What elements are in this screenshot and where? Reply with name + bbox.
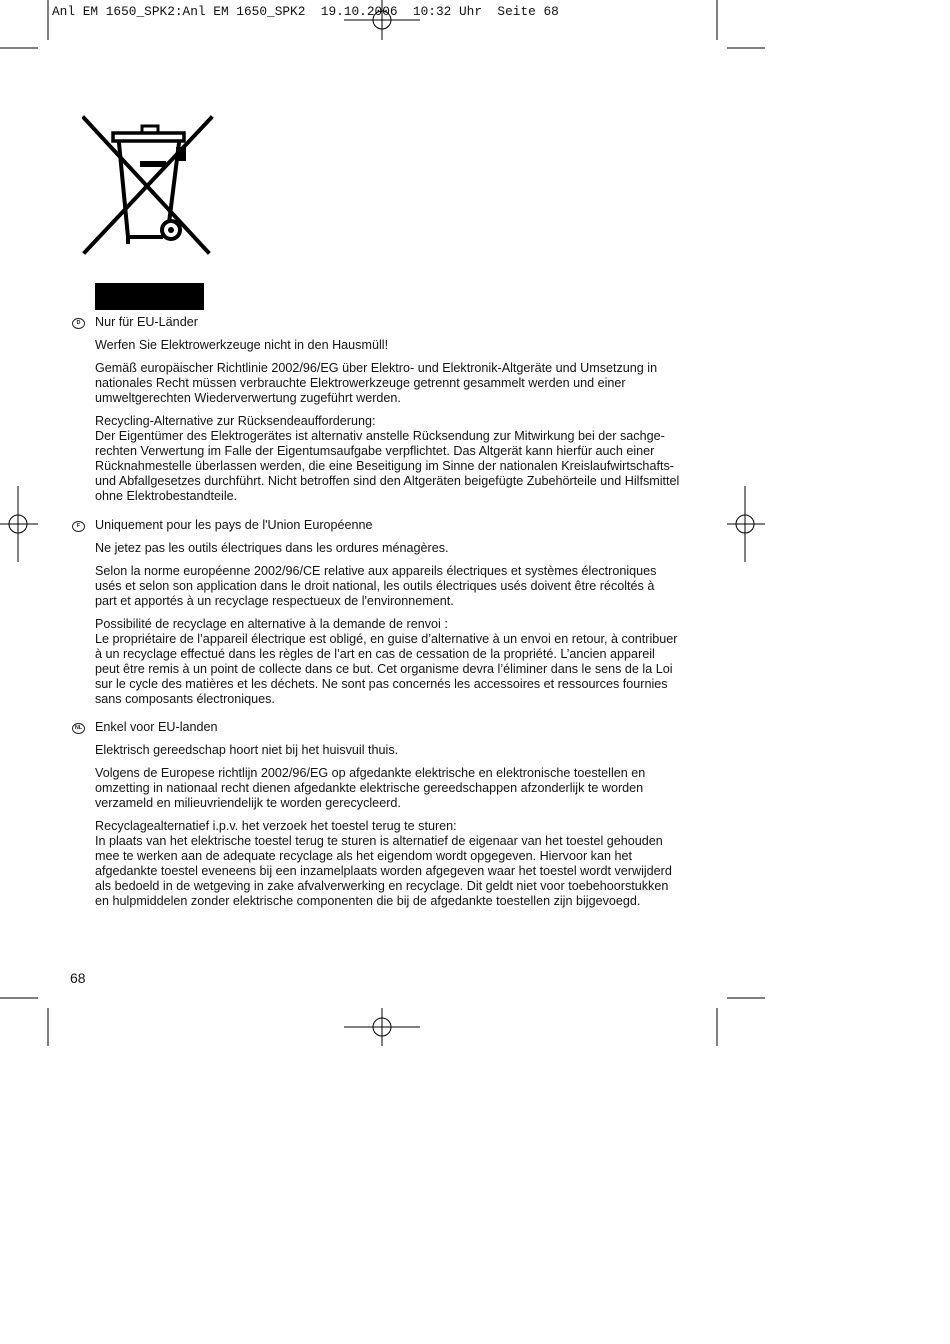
- text-line: usés et selon son application dans le droit national, les outils électriques usés doivent être récoltés à: [95, 579, 655, 593]
- paragraph: [95, 414, 735, 504]
- registration-mark-bottom: [344, 1008, 420, 1046]
- section-de: [76, 315, 735, 504]
- text-line: mee te werken aan de adequate recyclage als het eigendom wordt opgegeven. Hiervoor kan het: [95, 849, 632, 863]
- text-line: als bedoeld in de wetgeving in zake afvalverwerking en recyclage. Dit geldt niet voor toebehoorstukken: [95, 879, 669, 893]
- paragraph: [95, 766, 735, 811]
- bin-hinge: [176, 147, 186, 161]
- paragraph: [95, 338, 735, 353]
- page-number: 68: [70, 970, 86, 986]
- text-line: sur le cycle des matières et les déchets. Ne sont pas concernés les accessoires et ressources fournies: [95, 677, 668, 691]
- bin-wheel-hub: [168, 227, 174, 233]
- section-fr: [76, 518, 735, 707]
- section-heading: Nur für EU-Länder: [95, 315, 198, 329]
- text-line: nationales Recht müssen verbrauchte Elektrowerkzeuge getrennt gesammelt werden und einer: [95, 376, 626, 390]
- text-line: Recycling-Alternative zur Rücksendeaufforderung:: [95, 414, 376, 428]
- paragraph: [95, 819, 735, 909]
- registration-circle: [9, 515, 27, 533]
- text-line: Ne jetez pas les outils électriques dans les ordures ménagères.: [95, 541, 449, 555]
- text-line: en hulpmiddelen zonder elektrische componenten die bij de afgedankte toestellen zijn bijgevoegd.: [95, 894, 641, 908]
- section-heading: Uniquement pour les pays de l'Union Européenne: [95, 518, 373, 532]
- text-line: In plaats van het elektrische toestel terug te sturen is alternatief de eigenaar van het toestel gehouden: [95, 834, 663, 848]
- bin-bar: [140, 161, 166, 167]
- paragraph: [95, 743, 735, 758]
- section-nl: [74, 720, 735, 909]
- text-line: und Abfallgesetzes durchführt. Nicht betroffen sind den Altgeräten beigefügte Zubehörteile und Hilfsmittel: [95, 474, 680, 488]
- text-line: Possibilité de recyclage en alternative à la demande de renvoi :: [95, 617, 448, 631]
- text-line: rechten Verwertung im Falle der Eigentumsaufgabe verpflichtet. Das Altgerät kann hierfür auch einer: [95, 444, 655, 458]
- bin-lid: [113, 133, 184, 141]
- language-marker-nl: NL: [72, 723, 85, 734]
- crossed-out-wheelie-bin-icon: [82, 115, 214, 255]
- language-marker-de: D: [72, 318, 85, 329]
- text-line: Le propriétaire de l’appareil électrique est obligé, en guise d’alternative à un envoi en retour, à contribuer: [95, 632, 678, 646]
- paragraph: [95, 617, 735, 707]
- print-slug-line: Anl EM 1650_SPK2:Anl EM 1650_SPK2 19.10.2006 10:32 Uhr Seite 68: [52, 4, 559, 19]
- text-line: Elektrisch gereedschap hoort niet bij het huisvuil thuis.: [95, 743, 399, 757]
- text-line: part et apportés à un recyclage respectueux de l'environnement.: [95, 594, 454, 608]
- registration-circle: [736, 515, 754, 533]
- paragraph: [95, 564, 735, 609]
- text-line: Werfen Sie Elektrowerkzeuge nicht in den Hausmüll!: [95, 338, 389, 352]
- registration-mark-left: [0, 486, 38, 562]
- text-line: Der Eigentümer des Elektrogerätes ist alternativ anstelle Rücksendung zur Mitwirkung bei der sachge-: [95, 429, 665, 443]
- text-line: omzetting in nationaal recht dienen afgedankte elektrische gereedschappen afzonderlijk te worden: [95, 781, 644, 795]
- text-line: à un recyclage effectué dans les règles de l’art en cas de cessation de la propriété. L’ancien appareil: [95, 647, 655, 661]
- language-marker-fr: F: [72, 521, 85, 532]
- section-heading: Enkel voor EU-landen: [95, 720, 218, 734]
- weee-black-bar: [95, 283, 204, 310]
- text-line: Gemäß europäischer Richtlinie 2002/96/EG über Elektro- und Elektronik-Altgeräte und Umsetzung in: [95, 361, 658, 375]
- paragraph: [95, 361, 735, 406]
- text-line: ohne Elektrobestandteile.: [95, 489, 238, 503]
- text-line: Volgens de Europese richtlijn 2002/96/EG op afgedankte elektrische en elektronische toestellen en: [95, 766, 646, 780]
- text-line: umweltgerechten Wiederverwertung zugeführt werden.: [95, 391, 401, 405]
- text-line: Selon la norme européenne 2002/96/CE relative aux appareils électriques et systèmes électroniques: [95, 564, 657, 578]
- paragraph: [95, 541, 735, 556]
- text-line: peut être remis à un point de collecte dans ce but. Cet organisme devra l’éliminer dans le sens de la Loi: [95, 662, 673, 676]
- text-line: sans composants électroniques.: [95, 692, 275, 706]
- registration-circle: [373, 1018, 391, 1036]
- text-line: Rücknahmestelle überlassen werden, die eine Beseitigung im Sinne der nationalen Kreislaufwirtschafts-: [95, 459, 674, 473]
- text-line: verzameld en milieuvriendelijk te worden gerecycleerd.: [95, 796, 401, 810]
- text-line: Recyclagealternatief i.p.v. het verzoek het toestel terug te sturen:: [95, 819, 457, 833]
- text-line: afgedankte toestel eveneens bij een inzamelplaats worden afgegeven waar het toestel wordt verwijderd: [95, 864, 672, 878]
